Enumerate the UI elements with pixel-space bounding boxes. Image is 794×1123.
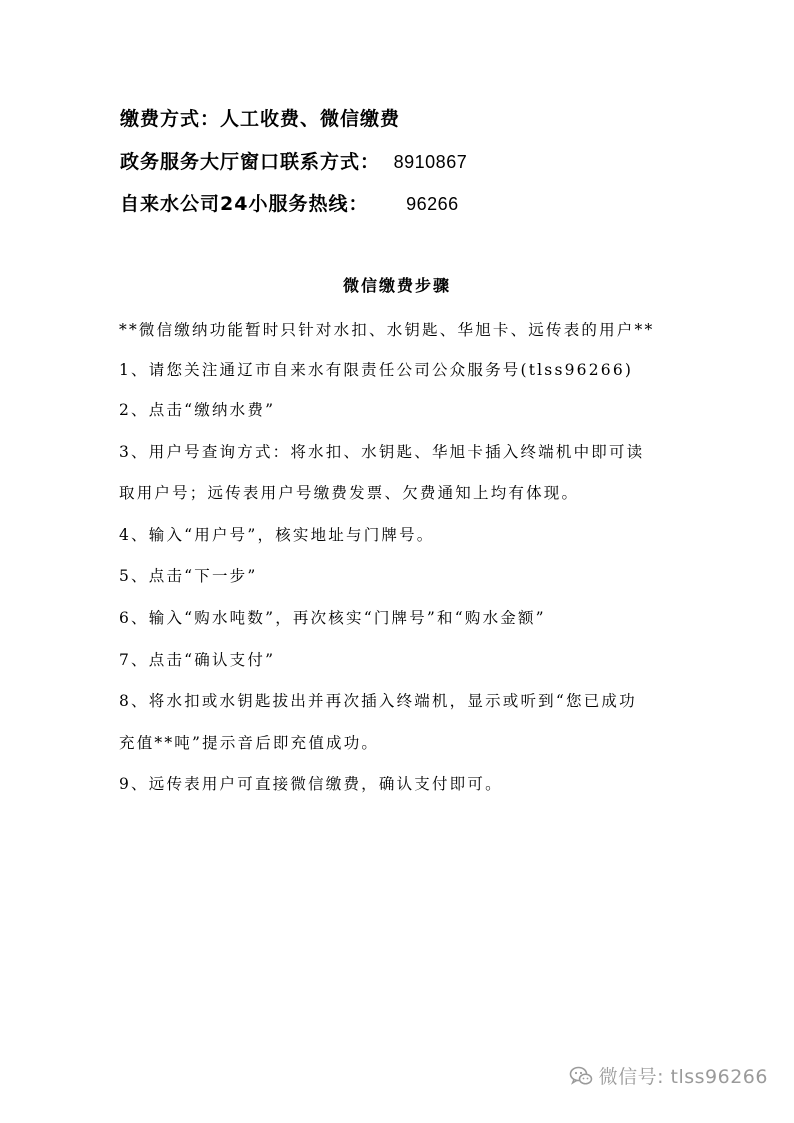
gov-hall-label: 政务服务大厅窗口联系方式：: [120, 151, 381, 173]
gov-hall-phone: 8910867: [393, 152, 468, 172]
payment-method-line: [120, 104, 400, 131]
wechat-icon: [569, 1066, 593, 1086]
step-8-line-1: 8、将水扣或水钥匙拔出并再次插入终端机，显示或听到“您已成功: [119, 692, 637, 710]
hotline-line: [120, 189, 459, 216]
gov-hall-contact-line: [120, 147, 467, 174]
step-3-line-1: 3、用户号查询方式：将水扣、水钥匙、华旭卡插入终端机中即可读: [119, 443, 645, 461]
hotline-label: 自来水公司24小服务热线：: [120, 193, 369, 215]
step-8-line-2: 充值**吨”提示音后即充值成功。: [119, 734, 380, 752]
step-6: 6、输入“购水吨数”，再次核实“门牌号”和“购水金额”: [119, 609, 546, 627]
payment-method-text: 缴费方式：人工收费、微信缴费: [120, 108, 401, 130]
step-1: 1、请您关注通辽市自来水有限责任公司公众服务号(tlss96266): [119, 361, 634, 379]
step-7: 7、点击“确认支付”: [119, 651, 276, 669]
hotline-number: 96266: [406, 194, 459, 214]
step-2: 2、点击“缴纳水费”: [119, 401, 276, 419]
step-5: 5、点击“下一步”: [119, 567, 258, 585]
wechat-watermark: [569, 1062, 768, 1089]
step-9: 9、远传表用户可直接微信缴费，确认支付即可。: [119, 775, 503, 793]
step-notice: **微信缴纳功能暂时只针对水扣、水钥匙、华旭卡、远传表的用户**: [119, 321, 655, 339]
step-4: 4、输入“用户号”，核实地址与门牌号。: [119, 526, 435, 544]
watermark-text: 微信号: tlss96266: [598, 1066, 768, 1088]
section-title: 微信缴费步骤: [342, 276, 451, 295]
step-3-line-2: 取用户号；远传表用户号缴费发票、欠费通知上均有体现。: [119, 484, 580, 502]
